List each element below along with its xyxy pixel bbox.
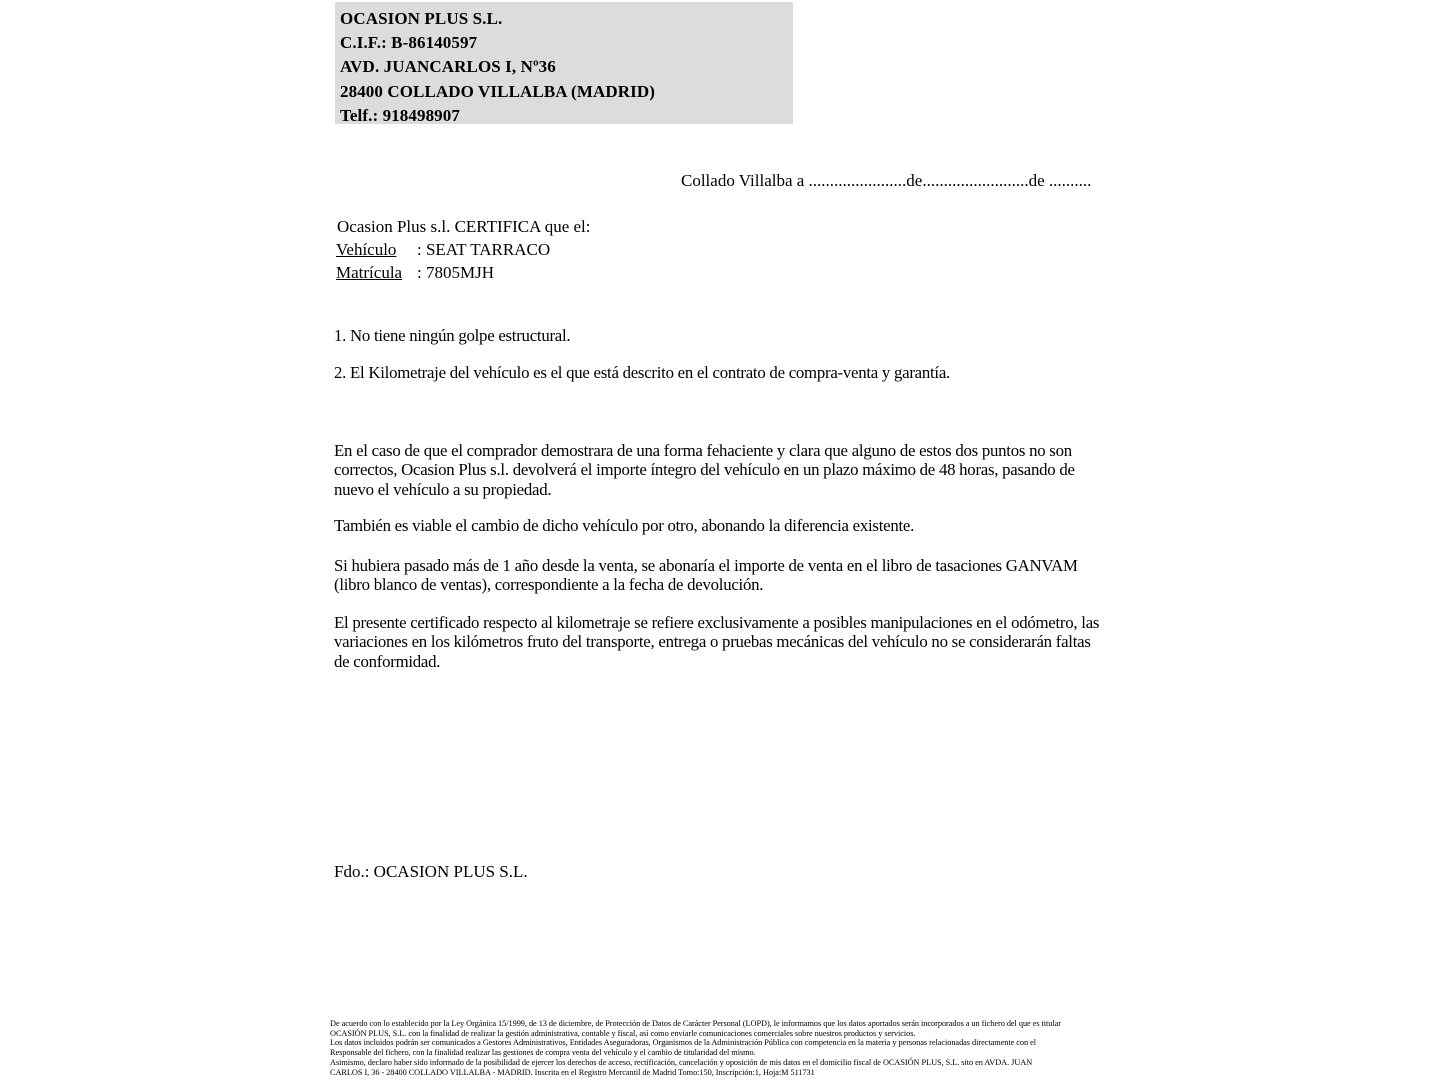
legal-line: OCASIÓN PLUS, S.L. con la finalidad de realizar la gestión administrativa, contable y fiscal, así como enviarle comunicaciones comerciales sobre nuestros productos y servicios. [330, 1028, 916, 1038]
company-header-box [335, 2, 793, 124]
company-cif: C.I.F.: B-86140597 [340, 33, 478, 53]
paragraph-ganvam-valuation: Si hubiera pasado más de 1 año desde la venta, se abonaría el importe de venta en el libro de tasaciones GANVAM (libro blanco de ventas), correspondiente a la fecha de devolución. [334, 556, 1078, 595]
plate-label: Matrícula [336, 263, 403, 282]
vehicle-value: : SEAT TARRACO [417, 240, 551, 259]
vehicle-row [336, 240, 550, 260]
certificate-point-2: 2. El Kilometraje del vehículo es el que está descrito en el contrato de compra-venta y garantía. [334, 363, 950, 382]
paragraph-exchange-option: También es viable el cambio de dicho vehículo por otro, abonando la diferencia existente. [334, 516, 915, 535]
company-address: AVD. JUANCARLOS I, Nº36 [340, 57, 556, 77]
plate-value: : 7805MJH [417, 263, 494, 282]
date-line: Collado Villalba a .......................de.........................de .......... [681, 171, 1092, 190]
legal-fine-print [330, 1019, 1061, 1077]
plate-row [336, 263, 494, 283]
paragraph-odometer-disclaimer: El presente certificado respecto al kilometraje se refiere exclusivamente a posibles manipulaciones en el odómetro, las variaciones en los kilómetros fruto del transporte, entrega o pruebas mecánicas del vehículo no se considerarán faltas de conformidad. [334, 613, 1100, 671]
certificate-intro: Ocasion Plus s.l. CERTIFICA que el: [337, 217, 591, 236]
company-name: OCASION PLUS S.L. [340, 9, 503, 28]
legal-line: Los datos incluidos podrán ser comunicados a Gestores Administrativos, Entidades Aseguradoras, Organismos de la Administración Pública con competencia en la materia y personas relacionadas directamente con el [330, 1038, 1037, 1048]
vehicle-label: Vehículo [336, 240, 397, 259]
certificate-point-1: 1. No tiene ningún golpe estructural. [334, 326, 571, 345]
legal-line: De acuerdo con lo establecido por la Ley Orgánica 15/1999, de 13 de diciembre, de Protección de Datos de Carácter Personal (LOPD), le informamos que los datos aportados serán incorporados a un fichero del que es titular [330, 1019, 1061, 1028]
signature-line: Fdo.: OCASION PLUS S.L. [334, 862, 528, 881]
legal-line: Asimismo, declaro haber sido informado de la posibilidad de ejercer los derechos de acceso, rectificación, cancelación y oposición de mis datos en el domicilio fiscal de OCASIÓN PLUS, S.L. sito en AVDA. JUAN [330, 1057, 1033, 1067]
legal-line: CARLOS I, 36 - 28400 COLLADO VILLALBA - MADRID. Inscrita en el Registro Mercantil de Madrid Tomo:150, Inscripción:1, Hoja:M 511731 [330, 1067, 815, 1077]
paragraph-refund-policy: En el caso de que el comprador demostrara de una forma fehaciente y clara que alguno de estos dos puntos no son correctos, Ocasion Plus s.l. devolverá el importe íntegro del vehículo en un plazo máximo de 48 horas, pasando de nuevo el vehículo a su propiedad. [334, 441, 1075, 499]
company-phone: Telf.: 918498907 [340, 105, 460, 125]
legal-line: Responsable del fichero, con la finalidad realizar las gestiones de compra venta del vehículo y el cambio de titularidad del mismo. [330, 1048, 756, 1058]
company-city: 28400 COLLADO VILLALBA (MADRID) [340, 81, 655, 101]
